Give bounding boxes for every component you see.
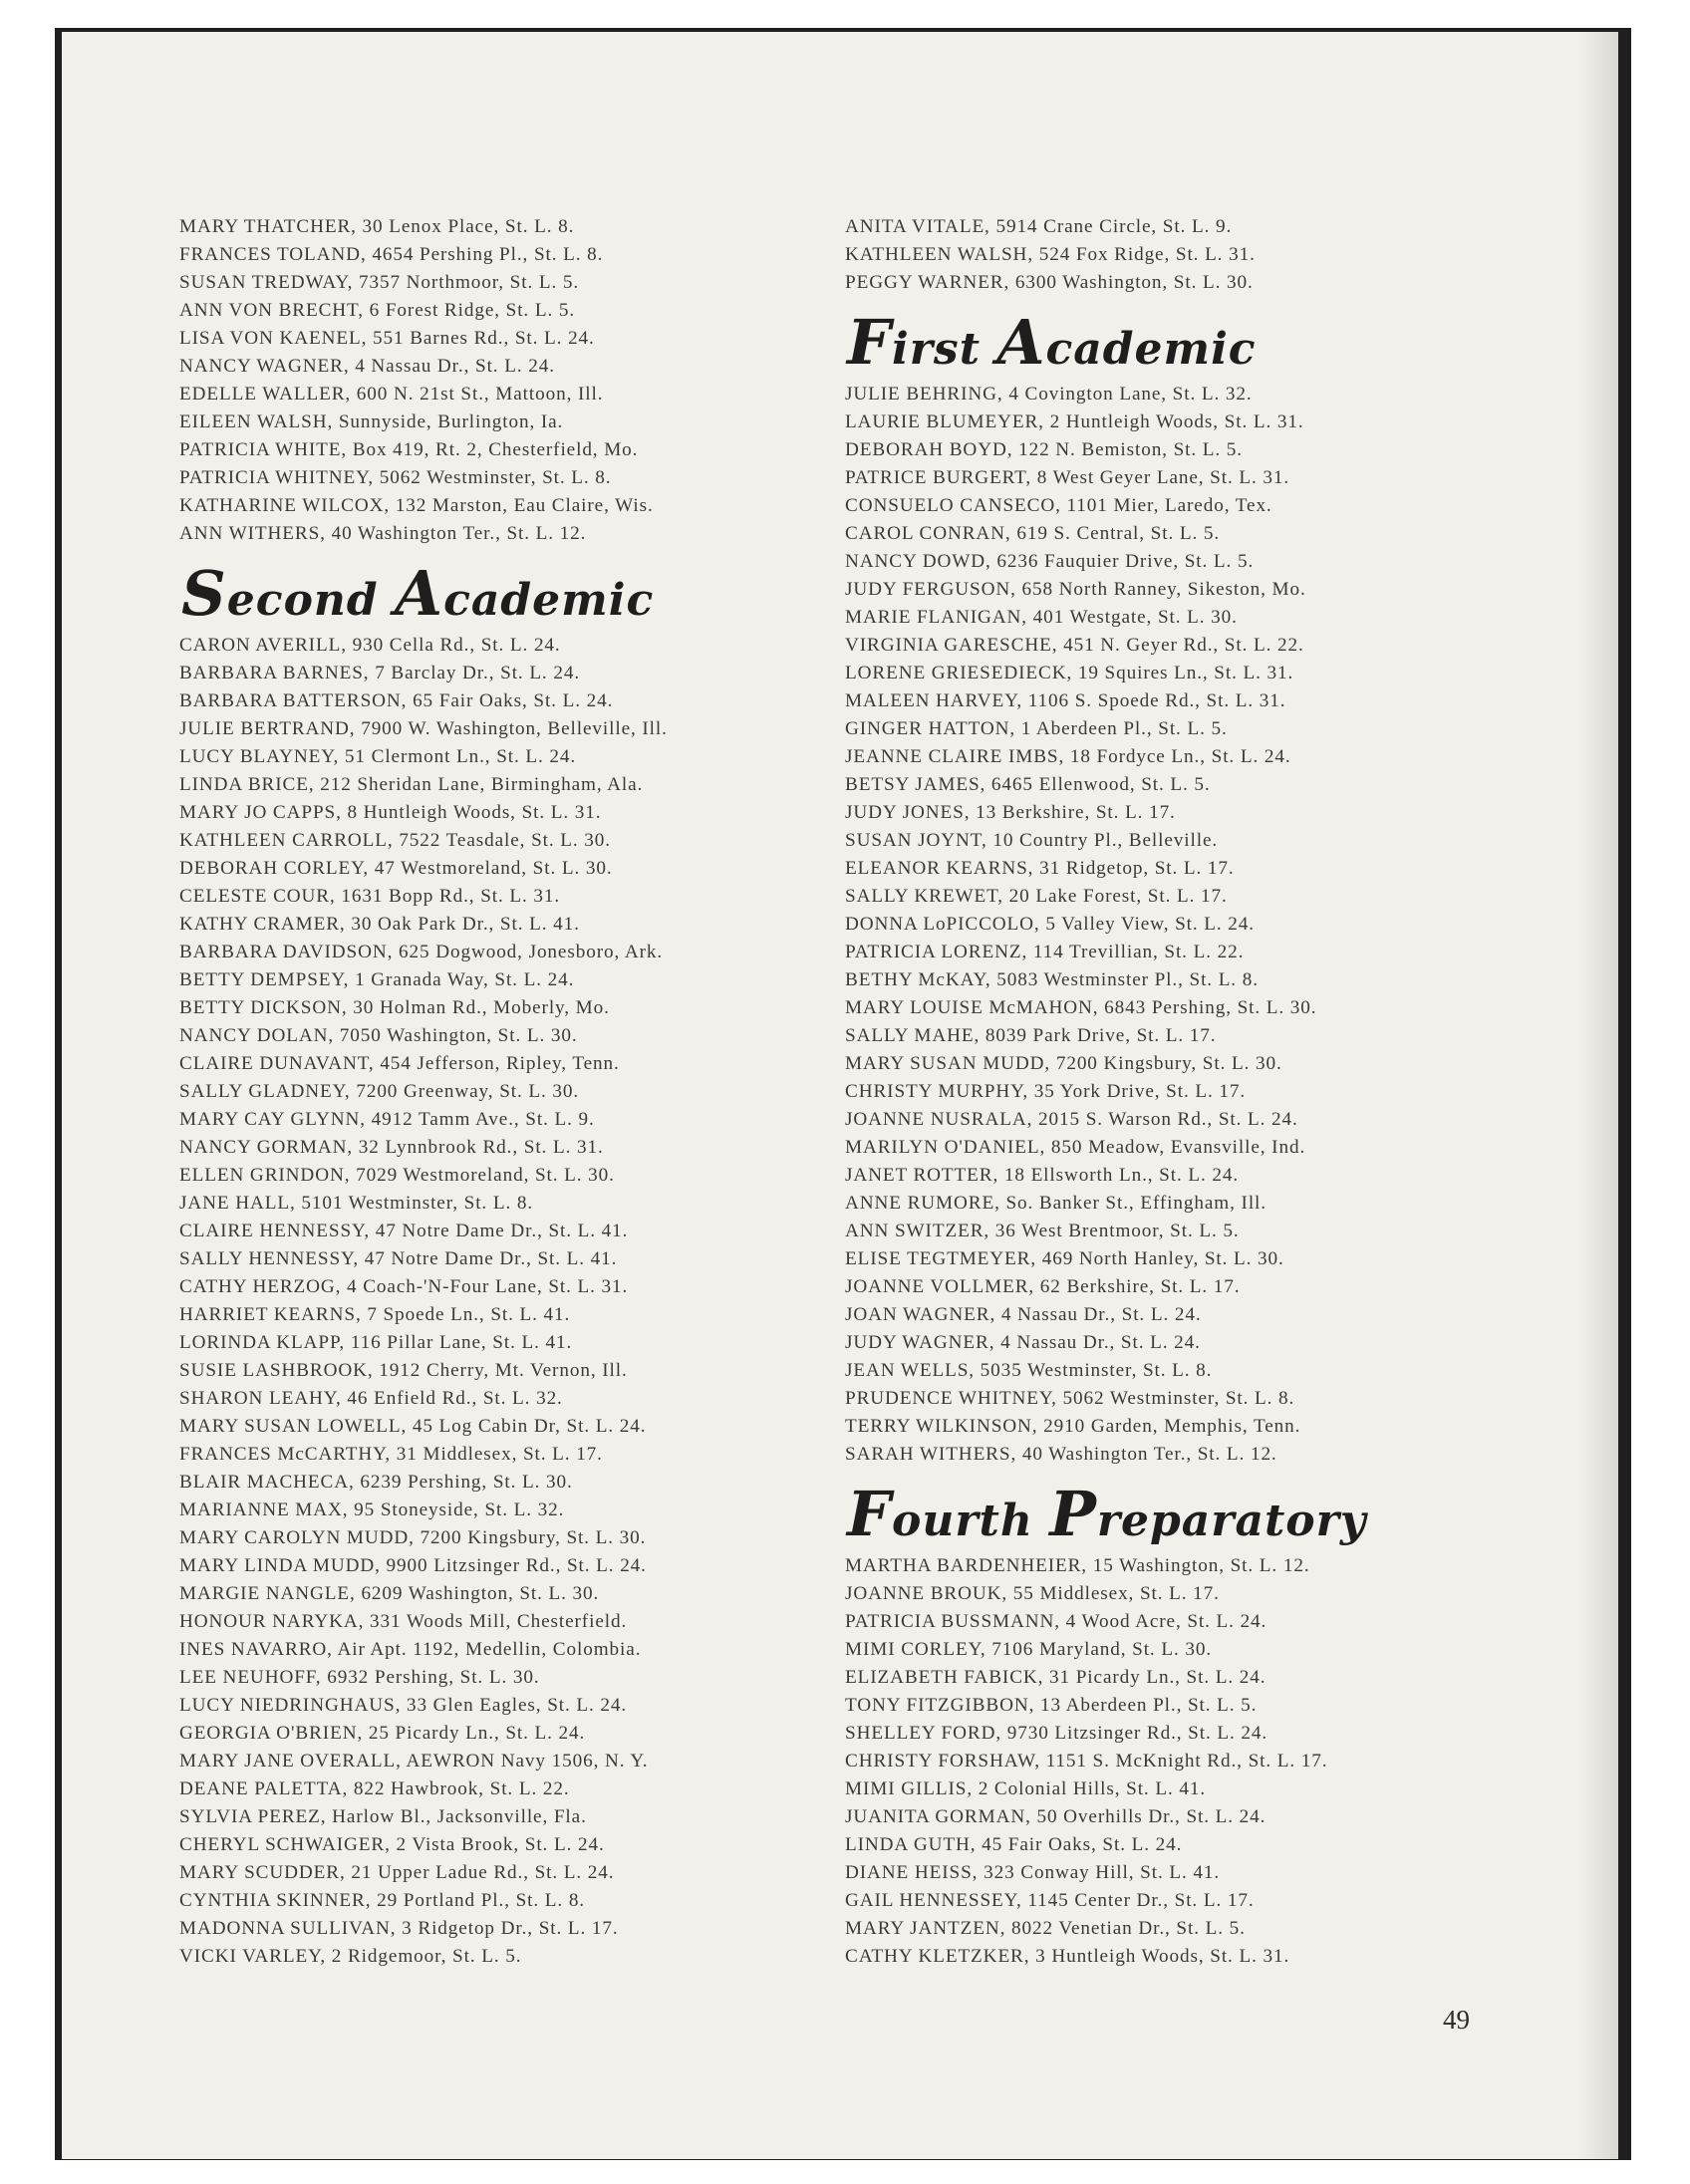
student-entry: TONY FITZGIBBON, 13 Aberdeen Pl., St. L. 5. (845, 1695, 1258, 1716)
student-entry: FRANCES TOLAND, 4654 Pershing Pl., St. L. 8. (179, 244, 604, 265)
student-entry: GEORGIA O'BRIEN, 25 Picardy Ln., St. L. 24. (179, 1723, 586, 1744)
student-entry: MARIE FLANIGAN, 401 Westgate, St. L. 30. (845, 607, 1238, 628)
student-entry: JULIE BEHRING, 4 Covington Lane, St. L. 32. (845, 384, 1253, 405)
student-entry: KATHLEEN WALSH, 524 Fox Ridge, St. L. 31. (845, 244, 1256, 265)
student-entry: PRUDENCE WHITNEY, 5062 Westminster, St. L. 8. (845, 1388, 1295, 1409)
student-entry: MIMI CORLEY, 7106 Maryland, St. L. 30. (845, 1639, 1213, 1660)
student-entry: MARTHA BARDENHEIER, 15 Washington, St. L. 12. (845, 1555, 1310, 1576)
student-entry: EDELLE WALLER, 600 N. 21st St., Mattoon, Ill. (179, 384, 604, 405)
student-entry: SALLY GLADNEY, 7200 Greenway, St. L. 30. (179, 1081, 580, 1102)
student-entry: PATRICIA WHITE, Box 419, Rt. 2, Chesterfield, Mo. (179, 439, 639, 460)
student-entry: GINGER HATTON, 1 Aberdeen Pl., St. L. 5. (845, 718, 1228, 739)
student-entry: JOAN WAGNER, 4 Nassau Dr., St. L. 24. (845, 1304, 1202, 1325)
student-entry: CELESTE COUR, 1631 Bopp Rd., St. L. 31. (179, 886, 561, 907)
student-entry: SUSAN JOYNT, 10 Country Pl., Belleville. (845, 830, 1219, 851)
left-column (179, 213, 877, 1971)
student-entry: PATRICIA BUSSMANN, 4 Wood Acre, St. L. 24. (845, 1611, 1268, 1632)
student-entry: MARILYN O'DANIEL, 850 Meadow, Evansville, Ind. (845, 1137, 1306, 1158)
yearbook-page (62, 32, 1618, 2159)
student-entry: VIRGINIA GARESCHE, 451 N. Geyer Rd., St. L. 22. (845, 635, 1304, 656)
student-entry: ANN SWITZER, 36 West Brentmoor, St. L. 5. (845, 1221, 1240, 1241)
student-entry: JOANNE VOLLMER, 62 Berkshire, St. L. 17. (845, 1276, 1241, 1297)
student-entry: JEANNE CLAIRE IMBS, 18 Fordyce Ln., St. L. 24. (845, 746, 1291, 767)
student-entry: JUDY FERGUSON, 658 North Ranney, Sikeston, Mo. (845, 579, 1306, 600)
student-entry: MARY SCUDDER, 21 Upper Ladue Rd., St. L. 24. (179, 1862, 615, 1883)
right-column (845, 213, 1562, 1971)
student-entry: ELISE TEGTMEYER, 469 North Hanley, St. L. 30. (845, 1248, 1284, 1269)
student-entry: MARIANNE MAX, 95 Stoneyside, St. L. 32. (179, 1500, 565, 1520)
student-entry: PATRICIA WHITNEY, 5062 Westminster, St. L. 8. (179, 467, 612, 488)
student-entry: LEE NEUHOFF, 6932 Pershing, St. L. 30. (179, 1667, 540, 1688)
student-entry: MARY JANTZEN, 8022 Venetian Dr., St. L. 5. (845, 1918, 1246, 1939)
student-entry: DEANE PALETTA, 822 Hawbrook, St. L. 22. (179, 1778, 570, 1799)
student-entry: SALLY MAHE, 8039 Park Drive, St. L. 17. (845, 1025, 1217, 1046)
student-entry: MIMI GILLIS, 2 Colonial Hills, St. L. 41. (845, 1778, 1207, 1799)
student-entry: BETTY DICKSON, 30 Holman Rd., Moberly, Mo. (179, 997, 610, 1018)
student-entry: CLAIRE DUNAVANT, 454 Jefferson, Ripley, Tenn. (179, 1053, 620, 1074)
student-entry: INES NAVARRO, Air Apt. 1192, Medellin, Colombia. (179, 1639, 642, 1660)
page-edge-shadow (1578, 32, 1618, 2159)
student-entry: KATHLEEN CARROLL, 7522 Teasdale, St. L. 30. (179, 830, 611, 851)
student-entry: MARY JO CAPPS, 8 Huntleigh Woods, St. L. 31. (179, 802, 602, 823)
student-entry: JANE HALL, 5101 Westminster, St. L. 8. (179, 1193, 534, 1214)
student-entry: LUCY BLAYNEY, 51 Clermont Ln., St. L. 24. (179, 746, 577, 767)
student-entry: VICKI VARLEY, 2 Ridgemoor, St. L. 5. (179, 1946, 522, 1967)
student-entry: CHRISTY MURPHY, 35 York Drive, St. L. 17. (845, 1081, 1247, 1102)
student-entry: GAIL HENNESSEY, 1145 Center Dr., St. L. 17. (845, 1890, 1255, 1911)
student-entry: NANCY DOLAN, 7050 Washington, St. L. 30. (179, 1025, 578, 1046)
student-entry: SYLVIA PEREZ, Harlow Bl., Jacksonville, Fla. (179, 1806, 587, 1827)
student-entry: KATHARINE WILCOX, 132 Marston, Eau Claire, Wis. (179, 495, 654, 516)
student-entry: BETTY DEMPSEY, 1 Granada Way, St. L. 24. (179, 969, 575, 990)
student-entry: CHERYL SCHWAIGER, 2 Vista Brook, St. L. 24. (179, 1834, 605, 1855)
section-heading-first-academic: First Academic (847, 306, 1257, 379)
student-entry: LINDA GUTH, 45 Fair Oaks, St. L. 24. (845, 1834, 1183, 1855)
page-number: 49 (1443, 2005, 1470, 2035)
section-heading-fourth-preparatory: Fourth Preparatory (847, 1478, 1367, 1550)
student-entry: MARGIE NANGLE, 6209 Washington, St. L. 30. (179, 1583, 600, 1604)
student-entry: DONNA LoPICCOLO, 5 Valley View, St. L. 24. (845, 914, 1255, 935)
student-entry: BARBARA BATTERSON, 65 Fair Oaks, St. L. 24. (179, 690, 614, 711)
student-entry: MARY SUSAN LOWELL, 45 Log Cabin Dr, St. L. 24. (179, 1416, 647, 1437)
student-entry: CARON AVERILL, 930 Cella Rd., St. L. 24. (179, 635, 561, 656)
student-entry: MARY LINDA MUDD, 9900 Litzsinger Rd., St. L. 24. (179, 1555, 647, 1576)
student-entry: NANCY WAGNER, 4 Nassau Dr., St. L. 24. (179, 356, 555, 377)
student-entry: CAROL CONRAN, 619 S. Central, St. L. 5. (845, 523, 1221, 544)
student-entry: LUCY NIEDRINGHAUS, 33 Glen Eagles, St. L. 24. (179, 1695, 628, 1716)
student-entry: HARRIET KEARNS, 7 Spoede Ln., St. L. 41. (179, 1304, 571, 1325)
student-entry: CLAIRE HENNESSY, 47 Notre Dame Dr., St. L. 41. (179, 1221, 629, 1241)
student-entry: DEBORAH BOYD, 122 N. Bemiston, St. L. 5. (845, 439, 1243, 460)
student-entry: PATRICE BURGERT, 8 West Geyer Lane, St. L. 31. (845, 467, 1290, 488)
student-entry: CATHY KLETZKER, 3 Huntleigh Woods, St. L. 31. (845, 1946, 1290, 1967)
student-entry: ELIZABETH FABICK, 31 Picardy Ln., St. L. 24. (845, 1667, 1267, 1688)
student-entry: JUDY JONES, 13 Berkshire, St. L. 17. (845, 802, 1176, 823)
student-entry: MARY JANE OVERALL, AEWRON Navy 1506, N. Y. (179, 1751, 649, 1772)
student-entry: PATRICIA LORENZ, 114 Trevillian, St. L. 22. (845, 942, 1245, 962)
student-entry: BARBARA DAVIDSON, 625 Dogwood, Jonesboro, Ark. (179, 942, 664, 962)
student-entry: KATHY CRAMER, 30 Oak Park Dr., St. L. 41. (179, 914, 580, 935)
student-entry: MARY CAY GLYNN, 4912 Tamm Ave., St. L. 9. (179, 1109, 595, 1130)
student-entry: MARY SUSAN MUDD, 7200 Kingsbury, St. L. 30. (845, 1053, 1282, 1074)
student-entry: JULIE BERTRAND, 7900 W. Washington, Belleville, Ill. (179, 718, 668, 739)
student-entry: SALLY KREWET, 20 Lake Forest, St. L. 17. (845, 886, 1228, 907)
student-entry: MARY THATCHER, 30 Lenox Place, St. L. 8. (179, 216, 575, 237)
student-entry: SARAH WITHERS, 40 Washington Ter., St. L. 12. (845, 1444, 1277, 1465)
student-entry: BETSY JAMES, 6465 Ellenwood, St. L. 5. (845, 774, 1211, 795)
student-entry: NANCY DOWD, 6236 Fauquier Drive, St. L. 5. (845, 551, 1255, 572)
student-entry: LAURIE BLUMEYER, 2 Huntleigh Woods, St. L. 31. (845, 411, 1304, 432)
student-entry: JANET ROTTER, 18 Ellsworth Ln., St. L. 24. (845, 1165, 1240, 1186)
student-entry: ELLEN GRINDON, 7029 Westmoreland, St. L. 30. (179, 1165, 615, 1186)
student-entry: EILEEN WALSH, Sunnyside, Burlington, Ia. (179, 411, 564, 432)
student-entry: BETHY McKAY, 5083 Westminster Pl., St. L. 8. (845, 969, 1259, 990)
student-entry: PEGGY WARNER, 6300 Washington, St. L. 30. (845, 272, 1254, 293)
section-heading-second-academic: Second Academic (181, 557, 655, 630)
student-entry: ELEANOR KEARNS, 31 Ridgetop, St. L. 17. (845, 858, 1235, 879)
student-entry: CYNTHIA SKINNER, 29 Portland Pl., St. L. 8. (179, 1890, 586, 1911)
student-entry: LISA VON KAENEL, 551 Barnes Rd., St. L. 24. (179, 328, 595, 349)
student-entry: ANNE RUMORE, So. Banker St., Effingham, Ill. (845, 1193, 1267, 1214)
student-entry: CONSUELO CANSECO, 1101 Mier, Laredo, Tex. (845, 495, 1272, 516)
student-entry: LINDA BRICE, 212 Sheridan Lane, Birmingham, Ala. (179, 774, 644, 795)
student-entry: SHARON LEAHY, 46 Enfield Rd., St. L. 32. (179, 1388, 563, 1409)
student-entry: HONOUR NARYKA, 331 Woods Mill, Chesterfield. (179, 1611, 628, 1632)
student-entry: CATHY HERZOG, 4 Coach-'N-Four Lane, St. L. 31. (179, 1276, 629, 1297)
student-entry: SALLY HENNESSY, 47 Notre Dame Dr., St. L. 41. (179, 1248, 618, 1269)
student-entry: JUDY WAGNER, 4 Nassau Dr., St. L. 24. (845, 1332, 1201, 1353)
student-entry: LORENE GRIESEDIECK, 19 Squires Ln., St. L. 31. (845, 663, 1294, 683)
student-entry: NANCY GORMAN, 32 Lynnbrook Rd., St. L. 31. (179, 1137, 604, 1158)
student-entry: FRANCES McCARTHY, 31 Middlesex, St. L. 17. (179, 1444, 603, 1465)
student-entry: JOANNE NUSRALA, 2015 S. Warson Rd., St. L. 24. (845, 1109, 1298, 1130)
student-entry: ANITA VITALE, 5914 Crane Circle, St. L. 9. (845, 216, 1233, 237)
student-entry: SUSIE LASHBROOK, 1912 Cherry, Mt. Vernon, Ill. (179, 1360, 628, 1381)
student-entry: CHRISTY FORSHAW, 1151 S. McKnight Rd., St. L. 17. (845, 1751, 1328, 1772)
student-entry: ANN WITHERS, 40 Washington Ter., St. L. 12. (179, 523, 587, 544)
student-entry: JEAN WELLS, 5035 Westminster, St. L. 8. (845, 1360, 1213, 1381)
student-entry: JOANNE BROUK, 55 Middlesex, St. L. 17. (845, 1583, 1220, 1604)
student-entry: SUSAN TREDWAY, 7357 Northmoor, St. L. 5. (179, 272, 580, 293)
student-entry: DIANE HEISS, 323 Conway Hill, St. L. 41. (845, 1862, 1221, 1883)
student-entry: TERRY WILKINSON, 2910 Garden, Memphis, Tenn. (845, 1416, 1301, 1437)
student-entry: LORINDA KLAPP, 116 Pillar Lane, St. L. 41. (179, 1332, 573, 1353)
student-entry: MADONNA SULLIVAN, 3 Ridgetop Dr., St. L. 17. (179, 1918, 619, 1939)
student-entry: ANN VON BRECHT, 6 Forest Ridge, St. L. 5. (179, 300, 576, 321)
student-entry: BLAIR MACHECA, 6239 Pershing, St. L. 30. (179, 1472, 573, 1493)
student-entry: MARY CAROLYN MUDD, 7200 Kingsbury, St. L. 30. (179, 1527, 647, 1548)
student-entry: MARY LOUISE McMAHON, 6843 Pershing, St. L. 30. (845, 997, 1317, 1018)
student-entry: BARBARA BARNES, 7 Barclay Dr., St. L. 24. (179, 663, 581, 683)
student-entry: MALEEN HARVEY, 1106 S. Spoede Rd., St. L. 31. (845, 690, 1286, 711)
student-entry: SHELLEY FORD, 9730 Litzsinger Rd., St. L. 24. (845, 1723, 1268, 1744)
student-entry: DEBORAH CORLEY, 47 Westmoreland, St. L. 30. (179, 858, 613, 879)
student-entry: JUANITA GORMAN, 50 Overhills Dr., St. L. 24. (845, 1806, 1267, 1827)
